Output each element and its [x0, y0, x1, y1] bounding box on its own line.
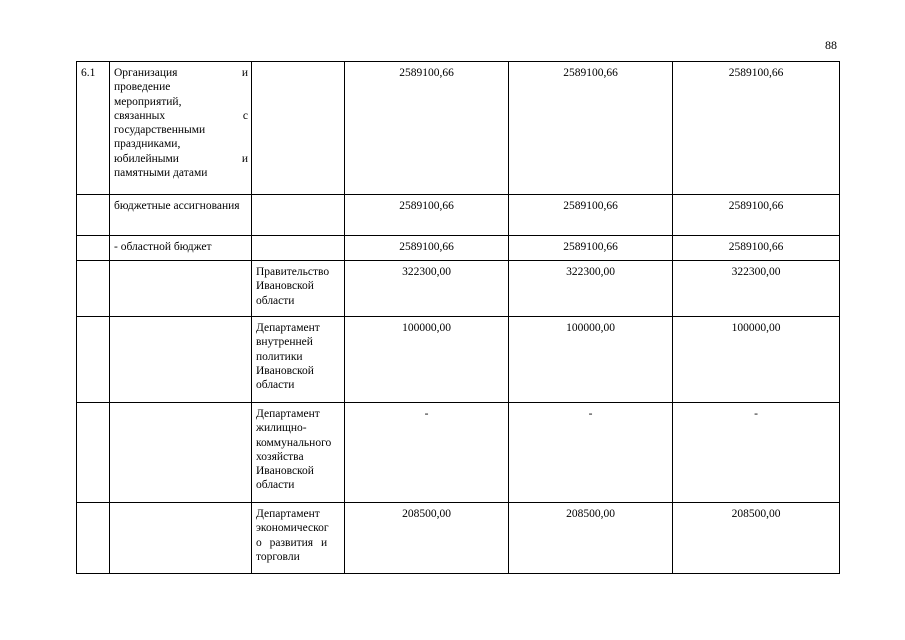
name-line: праздниками, [114, 138, 181, 151]
cell-item-name [110, 403, 252, 503]
name-line: памятными датами [114, 167, 208, 180]
cell-value-year-3: - [673, 403, 840, 503]
name-line: связанных с [114, 109, 248, 122]
cell-value-year-1: 2589100,66 [345, 62, 509, 195]
cell-item-name [110, 317, 252, 403]
executor-line: торговли [256, 550, 300, 563]
cell-value-year-3: 2589100,66 [673, 195, 840, 236]
cell-executor [252, 503, 345, 574]
table-row [77, 195, 840, 236]
executor-line: экономическог [256, 522, 329, 535]
cell-value-year-3: 2589100,66 [673, 62, 840, 195]
cell-value-year-2: 100000,00 [509, 317, 673, 403]
cell-value-year-1: 2589100,66 [345, 195, 509, 236]
cell-value-year-2: - [509, 403, 673, 503]
cell-value-year-3: 100000,00 [673, 317, 840, 403]
cell-value-year-2: 2589100,66 [509, 195, 673, 236]
cell-executor [252, 195, 345, 236]
cell-value-year-1: 208500,00 [345, 503, 509, 574]
table-row [77, 261, 840, 317]
table-row [77, 403, 840, 503]
cell-executor: Правительство Ивановской области [252, 261, 345, 317]
cell-item-name: бюджетные ассигнования [110, 195, 252, 236]
cell-item-number [77, 195, 110, 236]
table-row [77, 317, 840, 403]
cell-item-number [77, 317, 110, 403]
name-line: мероприятий, [114, 95, 182, 108]
table-row [77, 62, 840, 195]
cell-value-year-2: 322300,00 [509, 261, 673, 317]
cell-value-year-1: 2589100,66 [345, 236, 509, 261]
name-line: юбилейными и [114, 152, 248, 165]
cell-value-year-3: 322300,00 [673, 261, 840, 317]
name-line: проведение [114, 81, 171, 94]
cell-value-year-2: 2589100,66 [509, 62, 673, 195]
name-line: Организация и [114, 67, 248, 79]
cell-executor: Департамент жилищно-коммунального хозяйства Ивановской области [252, 403, 345, 503]
cell-value-year-3: 2589100,66 [673, 236, 840, 261]
cell-item-number: 6.1 [77, 62, 110, 195]
name-line: государственными [114, 124, 206, 137]
executor-line: о развития и [256, 536, 328, 549]
cell-value-year-1: 100000,00 [345, 317, 509, 403]
executor-line: Департамент [256, 508, 320, 520]
cell-value-year-2: 2589100,66 [509, 236, 673, 261]
cell-value-year-1: - [345, 403, 509, 503]
cell-item-number [77, 503, 110, 574]
cell-item-number [77, 236, 110, 261]
cell-executor [252, 62, 345, 195]
cell-item-number [77, 261, 110, 317]
cell-value-year-3: 208500,00 [673, 503, 840, 574]
cell-item-name: - областной бюджет [110, 236, 252, 261]
table-row [77, 236, 840, 261]
page-number: 88 [825, 38, 837, 52]
table-row [77, 503, 840, 574]
cell-item-name [110, 503, 252, 574]
cell-item-number [77, 403, 110, 503]
cell-executor: Департамент внутренней политики Ивановской области [252, 317, 345, 403]
cell-value-year-1: 322300,00 [345, 261, 509, 317]
cell-item-name [110, 62, 252, 195]
budget-table [76, 61, 840, 574]
cell-value-year-2: 208500,00 [509, 503, 673, 574]
cell-executor [252, 236, 345, 261]
cell-item-name [110, 261, 252, 317]
